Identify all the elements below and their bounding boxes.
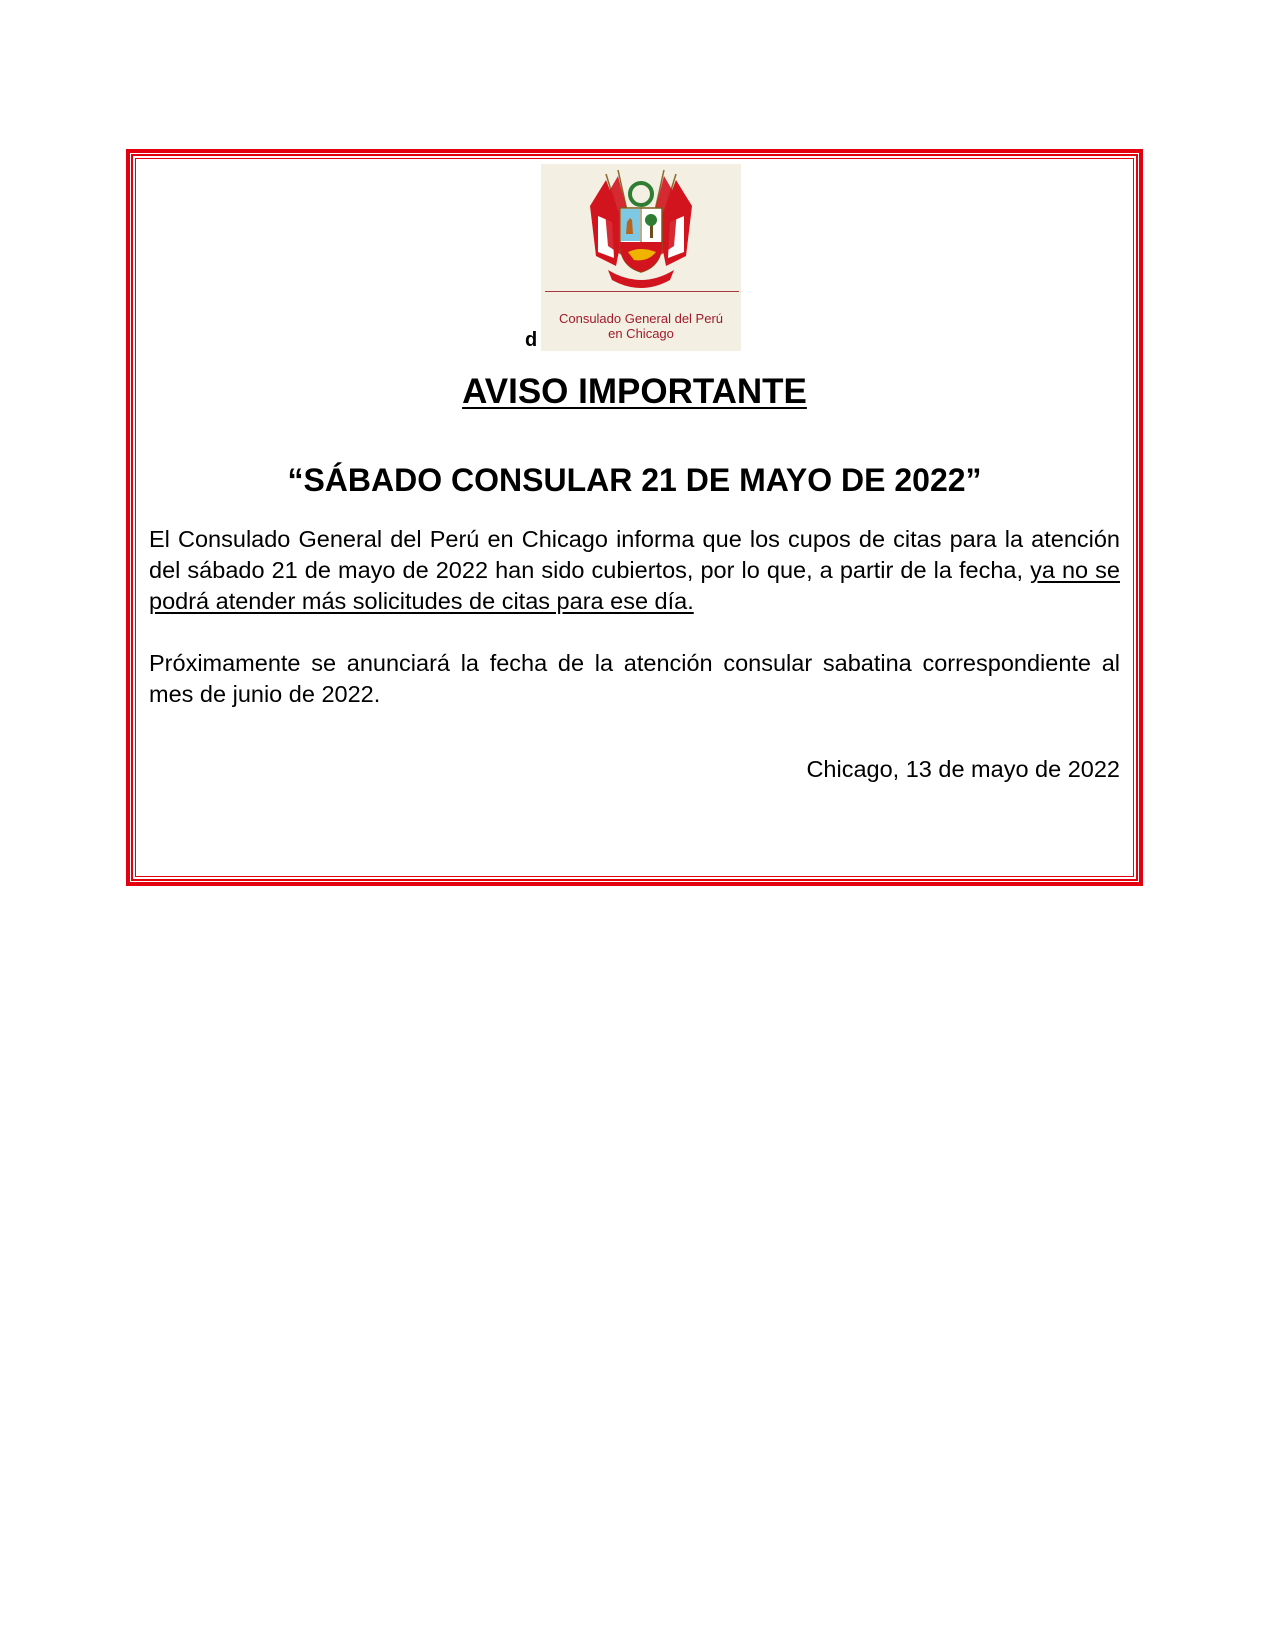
stray-character: d	[525, 329, 538, 351]
notice-title: AVISO IMPORTANTE	[462, 372, 807, 411]
notice-subtitle: “SÁBADO CONSULAR 21 DE MAYO DE 2022”	[287, 462, 982, 498]
logo-text-line2: en Chicago	[608, 326, 674, 341]
logo-text-line1: Consulado General del Perú	[558, 311, 724, 326]
logo-divider	[545, 291, 739, 292]
notice-paragraph-2: Próximamente se anunciará la fecha de la atención consular sabatina correspondiente al mes de junio de 2022.	[149, 650, 1120, 707]
notice-paragraph-1	[149, 524, 1120, 617]
notice-date-signoff: Chicago, 13 de mayo de 2022	[806, 756, 1120, 782]
paragraph-1-text: El Consulado General del Perú en Chicago informa que los cupos de citas para la atención del sábado 21 de mayo de 2022 han sido cubiertos, por lo que, a partir de la fecha,	[149, 526, 1120, 583]
notice-content	[149, 164, 1120, 864]
consulate-logo	[541, 164, 741, 351]
coat-of-arms-icon	[586, 166, 696, 290]
paragraph-1-underlined: ya no se podrá atender más solicitudes de citas para ese día.	[149, 557, 1121, 614]
